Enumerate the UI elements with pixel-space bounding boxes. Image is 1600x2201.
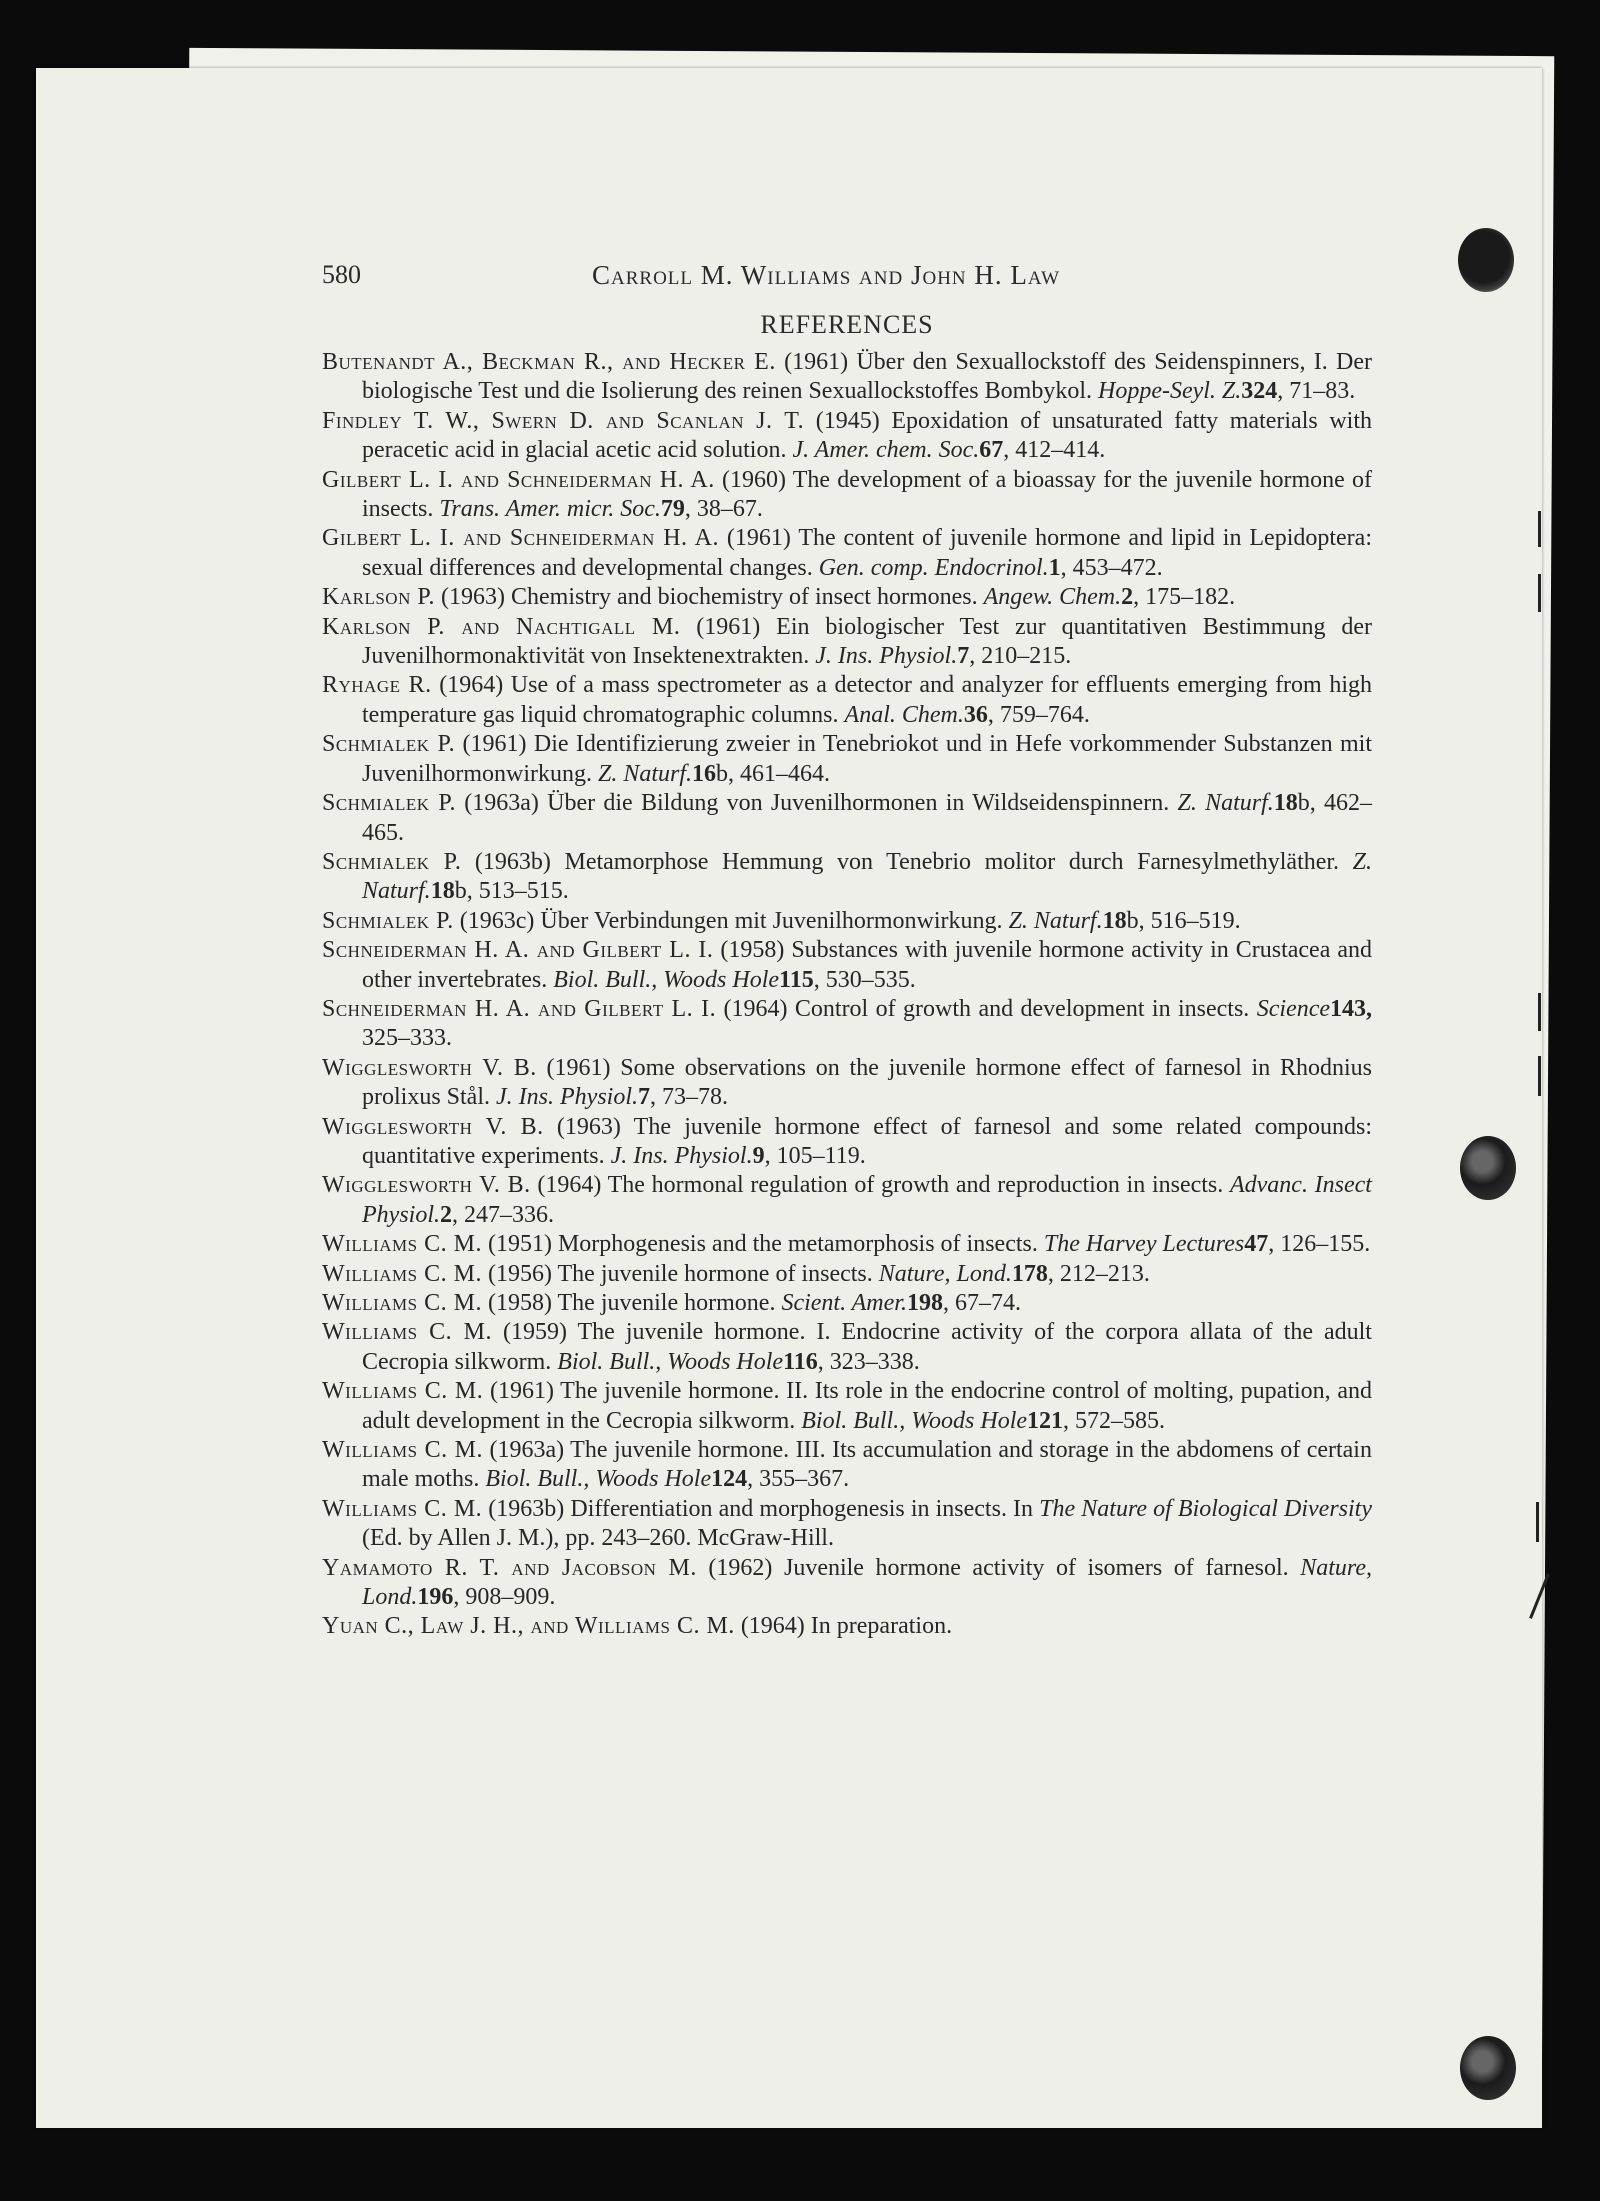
reference-pages: , 71–83.: [1277, 378, 1356, 405]
reference-entry: [322, 1171, 1372, 1230]
reference-pages: , 759–764.: [987, 701, 1090, 728]
reference-authors: Yamamoto R. T. and Jacobson M.: [322, 1554, 697, 1581]
reference-journal: Biol. Bull., Woods Hole: [557, 1348, 784, 1375]
reference-pages: (Ed. by Allen J. M.), pp. 243–260. McGraw-Hill.: [362, 1525, 834, 1552]
reference-authors: Williams C. M.: [322, 1495, 483, 1522]
reference-text: (1961) Über den Sexuallockstoff des Seidenspinners, I. Der biologische Test und die Isolierung des reinen Sexuallockstoffes Bombykol.: [362, 349, 1372, 405]
reference-text: (1961) Die Identifizierung zweier in Tenebriokot und in Hefe vorkommender Substanzen mit Juvenilhormonwirkung.: [362, 731, 1373, 787]
reference-pages: , 908–909.: [453, 1584, 556, 1611]
reference-entry: [322, 1495, 1372, 1554]
reference-entry: [322, 1318, 1372, 1377]
reference-volume: 143,: [1330, 995, 1372, 1022]
reference-pages: , 67–74.: [942, 1290, 1021, 1316]
reference-entry: [322, 466, 1372, 525]
page-number: 580: [322, 260, 361, 289]
margin-pencil-mark: [1538, 511, 1541, 547]
reference-text: (1958) The juvenile hormone.: [481, 1290, 782, 1316]
margin-pencil-mark: [1529, 1573, 1550, 1619]
reference-authors: Schmialek P.: [322, 731, 456, 758]
reference-entry: [322, 407, 1372, 466]
reference-volume: 36: [963, 701, 988, 728]
page-header: [322, 256, 1372, 296]
reference-entry: [322, 1113, 1372, 1172]
reference-authors: Schneiderman H. A. and Gilbert L. I.: [322, 937, 714, 964]
reference-journal: Nature, Lond.: [362, 1554, 1373, 1611]
reference-authors: Karlson P. and Nachtigall M.: [322, 613, 681, 640]
reference-authors: Wigglesworth V. B.: [322, 1113, 544, 1140]
reference-text: (1956) The juvenile hormone of insects.: [481, 1260, 879, 1287]
running-head: Carroll M. Williams and John H. Law: [592, 260, 1061, 290]
reference-journal: J. Ins. Physiol.: [610, 1142, 753, 1169]
reference-authors: Findley T. W., Swern D. and Scanlan J. T.: [322, 407, 805, 434]
reference-volume: 67: [979, 437, 1004, 464]
reference-pages: b, 516–519.: [1126, 907, 1241, 934]
reference-journal: Anal. Chem.: [844, 701, 964, 728]
reference-pages: , 355–367.: [747, 1466, 850, 1493]
punch-hole-top: [1458, 228, 1514, 292]
reference-pages: , 126–155.: [1268, 1231, 1371, 1258]
reference-text: (1964) The hormonal regulation of growth and reproduction in insects.: [530, 1172, 1230, 1199]
reference-journal: Biol. Bull., Woods Hole: [553, 966, 780, 993]
reference-volume: 47: [1244, 1231, 1269, 1258]
reference-authors: Wigglesworth V. B.: [322, 1172, 531, 1199]
reference-volume: 121: [1027, 1407, 1064, 1434]
reference-journal: Z. Naturf.: [597, 760, 693, 787]
reference-journal: J. Ins. Physiol.: [815, 643, 958, 670]
reference-journal: Z. Naturf.: [362, 848, 1373, 905]
reference-volume: 196: [417, 1584, 454, 1611]
reference-entry: [322, 730, 1372, 789]
reference-text: (1951) Morphogenesis and the metamorphosis of insects.: [481, 1231, 1044, 1258]
reference-authors: Williams C. M.: [322, 1231, 482, 1258]
reference-volume: 7: [638, 1084, 650, 1111]
reference-journal: The Harvey Lectures: [1043, 1231, 1245, 1258]
reference-journal: J. Amer. chem. Soc.: [792, 437, 980, 464]
reference-journal: Z. Naturf.: [1008, 907, 1103, 934]
reference-pages: , 530–535.: [813, 966, 916, 993]
reference-pages: b, 513–515.: [454, 878, 569, 905]
reference-volume: 79: [660, 496, 685, 523]
reference-authors: Schmialek P.: [322, 790, 457, 817]
reference-text: (1963) The juvenile hormone effect of farnesol and some related compounds: quantitative experiments.: [362, 1113, 1372, 1169]
reference-authors: Schmialek P.: [322, 848, 462, 875]
reference-text: (1961) The juvenile hormone. II. Its role in the endocrine control of molting, pupation, and adult development in the Cecropia silkworm.: [362, 1378, 1372, 1434]
reference-entry: [322, 1054, 1372, 1113]
reference-text: (1963b) Differentiation and morphogenesis in insects. In: [482, 1495, 1040, 1522]
reference-journal: J. Ins. Physiol.: [496, 1084, 638, 1111]
reference-authors: Gilbert L. I. and Schneiderman H. A.: [322, 466, 715, 493]
reference-authors: Schmialek P.: [322, 907, 454, 934]
reference-entry: [322, 583, 1372, 612]
reference-authors: Williams C. M.: [322, 1290, 482, 1316]
reference-text: (1960) The development of a bioassay for the juvenile hormone of insects.: [362, 466, 1372, 523]
reference-volume: 198: [906, 1290, 943, 1316]
reference-volume: 18: [1102, 907, 1127, 934]
reference-entry: [322, 1612, 1372, 1641]
margin-pencil-mark: [1536, 1502, 1539, 1542]
reference-pages: b, 461–464.: [716, 760, 831, 787]
reference-entry: [322, 1289, 1372, 1318]
reference-journal: Hoppe-Seyl. Z.: [1097, 378, 1242, 405]
reference-volume: 1: [1048, 554, 1061, 581]
reference-text: (1961) Ein biologischer Test zur quantitativen Bestimmung der Juvenilhormonaktivität von Insektenextrakten.: [362, 613, 1372, 670]
punch-hole-bottom: [1460, 2036, 1516, 2100]
reference-journal: Nature, Lond.: [878, 1260, 1012, 1287]
reference-entry: [322, 1230, 1372, 1259]
reference-entry: [322, 848, 1372, 907]
reference-authors: Williams C. M.: [322, 1260, 482, 1287]
reference-authors: Schneiderman H. A. and Gilbert L. I.: [322, 995, 717, 1022]
reference-authors: Williams C. M.: [322, 1437, 483, 1464]
reference-authors: Karlson P.: [322, 584, 436, 611]
punch-hole-middle: [1460, 1136, 1516, 1200]
reference-volume: 16: [692, 760, 717, 787]
margin-pencil-mark: [1538, 1056, 1541, 1096]
reference-journal: Trans. Amer. micr. Soc.: [439, 496, 661, 523]
reference-text: (1961) The content of juvenile hormone and lipid in Lepidoptera: sexual differences and developmental changes.: [362, 525, 1372, 581]
reference-entry: [322, 1377, 1372, 1436]
reference-pages: , 175–182.: [1133, 584, 1236, 611]
reference-volume: 324: [1241, 378, 1278, 405]
reference-pages: , 412–414.: [1003, 437, 1106, 464]
reference-entry: [322, 348, 1372, 407]
reference-volume: 9: [752, 1142, 765, 1169]
reference-pages: , 453–472.: [1060, 554, 1163, 581]
reference-text: (1963) Chemistry and biochemistry of insect hormones.: [435, 584, 984, 611]
reference-pages: , 210–215.: [969, 643, 1072, 670]
reference-pages: , 323–338.: [817, 1348, 920, 1375]
reference-journal: Biol. Bull., Woods Hole: [485, 1466, 712, 1493]
reference-text: (1945) Epoxidation of unsaturated fatty materials with peracetic acid in glacial acetic acid solution.: [362, 407, 1372, 464]
reference-authors: Wigglesworth V. B.: [322, 1054, 537, 1081]
reference-authors: Williams C. M.: [322, 1378, 484, 1405]
reference-text: (1962) Juvenile hormone activity of isomers of farnesol.: [696, 1554, 1301, 1581]
reference-list: [322, 348, 1372, 1642]
reference-entry: [322, 1436, 1372, 1495]
margin-pencil-mark: [1538, 574, 1541, 612]
reference-journal: Scient. Amer.: [781, 1290, 907, 1316]
reference-pages: , 73–78.: [650, 1084, 728, 1111]
reference-volume: 2: [1121, 584, 1134, 611]
reference-entry: [322, 789, 1372, 848]
reference-text: (1963a) Über die Bildung von Juvenilhormonen in Wildseidenspinnern.: [456, 790, 1178, 817]
reference-volume: 7: [957, 643, 970, 670]
reference-volume: 124: [711, 1466, 748, 1493]
reference-journal: Angew. Chem.: [983, 584, 1122, 611]
reference-entry: [322, 1554, 1372, 1613]
reference-entry: [322, 613, 1372, 672]
reference-volume: 18: [430, 878, 455, 905]
reference-volume: 116: [783, 1348, 818, 1375]
reference-text: (1963a) The juvenile hormone. III. Its accumulation and storage in the abdomens of certain male moths.: [362, 1437, 1372, 1493]
reference-pages: 325–333.: [362, 1025, 452, 1052]
reference-text: (1958) Substances with juvenile hormone activity in Crustacea and other invertebrates.: [362, 937, 1372, 993]
reference-text: (1963b) Metamorphose Hemmung von Tenebrio molitor durch Farnesylmethyläther.: [461, 848, 1353, 875]
reference-pages: , 38–67.: [684, 496, 763, 523]
reference-pages: , 212–213.: [1047, 1260, 1150, 1287]
reference-journal: Z. Naturf.: [1177, 790, 1274, 817]
reference-text: (1964) Use of a mass spectrometer as a detector and analyzer for effluents emerging from high temperature gas liquid chromatographic columns.: [362, 672, 1372, 728]
margin-pencil-mark: [1538, 993, 1541, 1031]
reference-text: (1964) Control of growth and development in insects.: [716, 995, 1257, 1022]
reference-entry: [322, 671, 1372, 730]
reference-authors: Gilbert L. I. and Schneiderman H. A.: [322, 525, 719, 552]
reference-authors: Ryhage R.: [322, 672, 432, 699]
reference-text: (1964) In preparation.: [734, 1613, 953, 1640]
reference-text: (1963c) Über Verbindungen mit Juvenilhormonwirkung.: [453, 907, 1009, 934]
reference-pages: , 105–119.: [764, 1142, 866, 1169]
reference-text: (1959) The juvenile hormone. I. Endocrine activity of the corpora allata of the adult Cecropia silkworm.: [362, 1319, 1372, 1375]
reference-journal: Science: [1256, 995, 1330, 1022]
reference-text: (1961) Some observations on the juvenile hormone effect of farnesol in Rhodnius prolixus Stål.: [362, 1054, 1372, 1111]
reference-entry: [322, 995, 1372, 1054]
section-title: REFERENCES: [760, 310, 934, 339]
reference-volume: 18: [1273, 790, 1298, 817]
reference-journal: Biol. Bull., Woods Hole: [801, 1407, 1028, 1434]
reference-pages: , 572–585.: [1063, 1407, 1166, 1434]
reference-entry: [322, 1260, 1372, 1289]
reference-journal: Gen. comp. Endocrinol.: [818, 554, 1049, 581]
reference-entry: [322, 936, 1372, 995]
reference-authors: Williams C. M.: [322, 1319, 492, 1346]
reference-journal: Advanc. Insect Physiol.: [362, 1172, 1372, 1228]
reference-entry: [322, 524, 1372, 583]
reference-volume: 115: [779, 966, 814, 993]
reference-journal: The Nature of Biological Diversity: [1039, 1495, 1372, 1522]
reference-volume: 2: [440, 1201, 452, 1228]
reference-authors: Yuan C., Law J. H., and Williams C. M.: [322, 1613, 735, 1640]
reference-volume: 178: [1011, 1260, 1048, 1287]
reference-entry: [322, 907, 1372, 936]
reference-pages: , 247–336.: [452, 1201, 554, 1228]
reference-authors: Butenandt A., Beckman R., and Hecker E.: [322, 349, 776, 375]
reference-pages: b, 462–465.: [362, 790, 1373, 846]
